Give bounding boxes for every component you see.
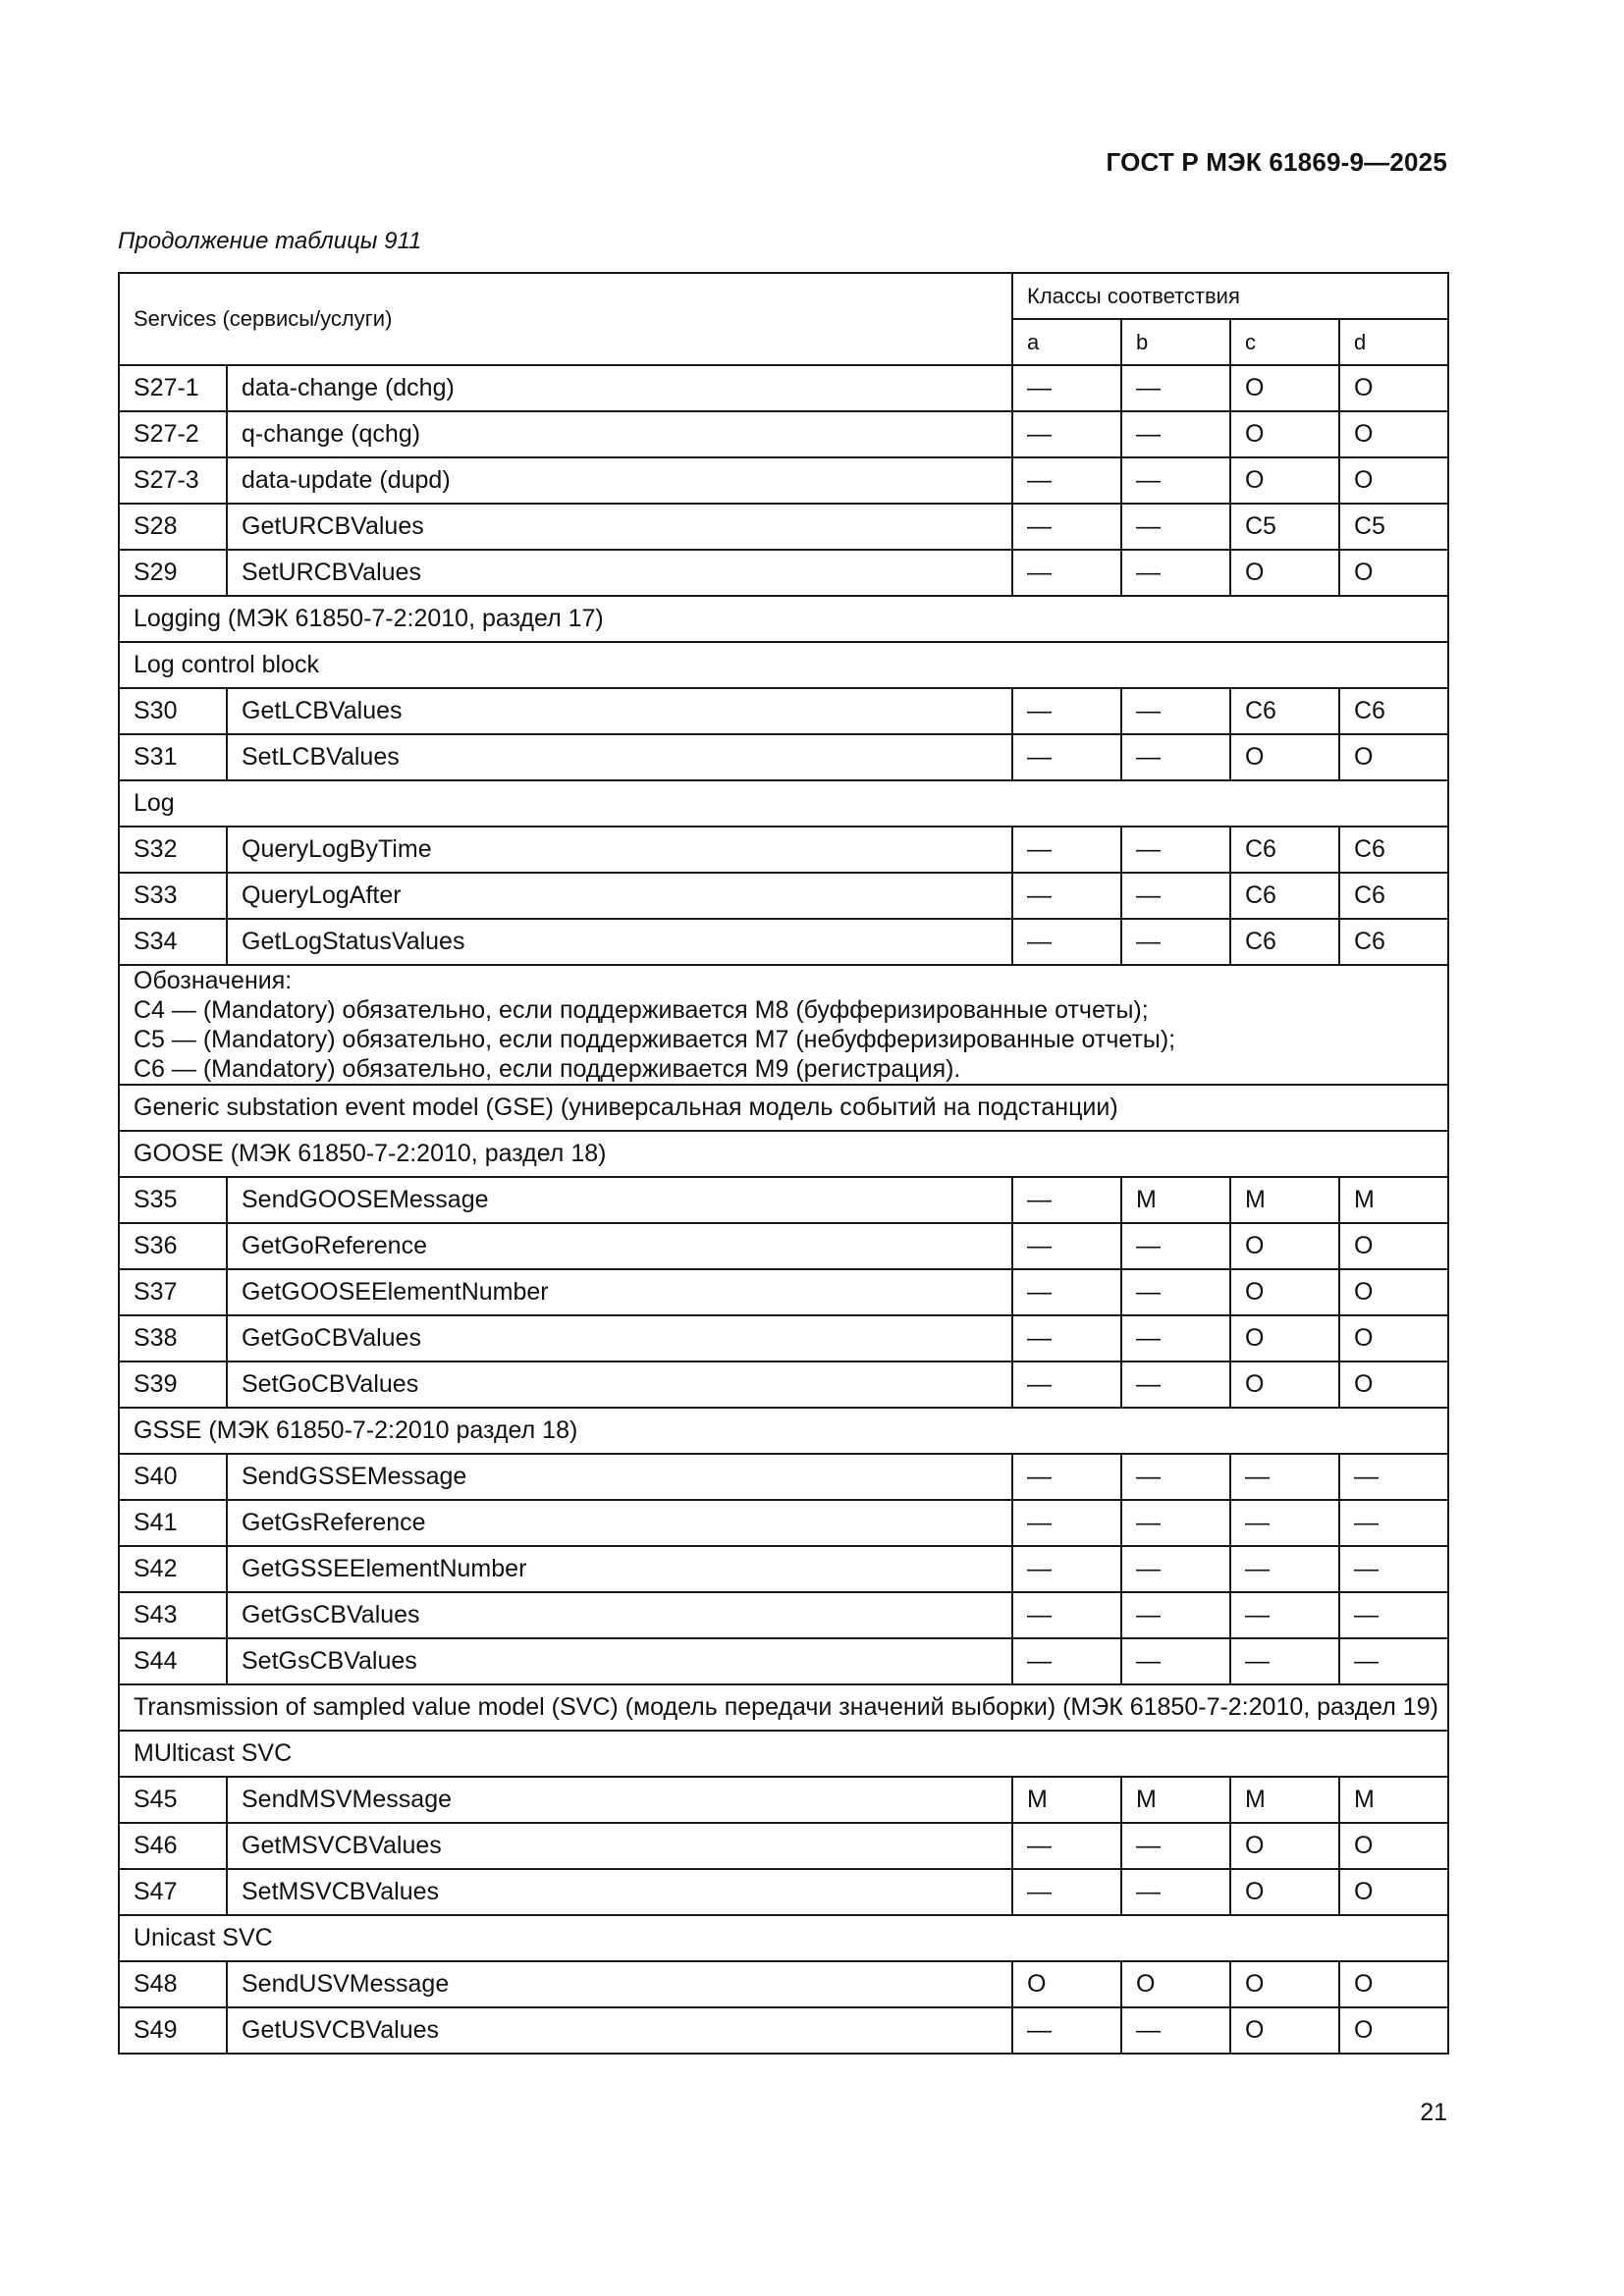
- class-a-cell: —: [1012, 1500, 1121, 1546]
- section-row: [119, 1131, 1448, 1177]
- service-name-cell: GetMSVCBValues: [227, 1823, 1012, 1869]
- class-d-cell: O: [1339, 1869, 1448, 1915]
- section-heading-cell: MUlticast SVC: [119, 1731, 1448, 1777]
- legend-note-row: [119, 965, 1448, 1085]
- class-a-cell: —: [1012, 504, 1121, 550]
- class-d-cell: C6: [1339, 827, 1448, 873]
- class-column-a: a: [1012, 319, 1121, 365]
- service-id-cell: S28: [119, 504, 227, 550]
- service-id-cell: S27-2: [119, 411, 227, 457]
- class-d-cell: O: [1339, 457, 1448, 504]
- class-b-cell: O: [1121, 1961, 1230, 2007]
- service-id-cell: S46: [119, 1823, 227, 1869]
- class-b-cell: —: [1121, 365, 1230, 411]
- legend-note-line: C4 — (Mandatory) обязательно, если поддерживается M8 (буфферизированные отчеты);: [134, 996, 1149, 1024]
- service-name-cell: GetGsReference: [227, 1500, 1012, 1546]
- class-c-cell: O: [1230, 1269, 1339, 1315]
- table-row: [119, 457, 1448, 504]
- class-b-cell: —: [1121, 873, 1230, 919]
- class-d-cell: O: [1339, 550, 1448, 596]
- service-id-cell: S47: [119, 1869, 227, 1915]
- document-standard-header: ГОСТ Р МЭК 61869-9—2025: [1106, 147, 1447, 177]
- class-a-cell: M: [1012, 1777, 1121, 1823]
- service-id-cell: S29: [119, 550, 227, 596]
- class-a-cell: —: [1012, 688, 1121, 734]
- class-c-cell: O: [1230, 734, 1339, 780]
- service-id-cell: S33: [119, 873, 227, 919]
- class-d-cell: —: [1339, 1500, 1448, 1546]
- class-b-cell: —: [1121, 1223, 1230, 1269]
- class-d-cell: C6: [1339, 688, 1448, 734]
- conformance-table: [118, 272, 1449, 2055]
- class-a-cell: —: [1012, 1454, 1121, 1500]
- section-heading-cell: GSSE (МЭК 61850-7-2:2010 раздел 18): [119, 1408, 1448, 1454]
- table-body: [119, 365, 1448, 2054]
- service-name-cell: QueryLogByTime: [227, 827, 1012, 873]
- class-b-cell: —: [1121, 550, 1230, 596]
- service-name-cell: SendMSVMessage: [227, 1777, 1012, 1823]
- class-b-cell: —: [1121, 411, 1230, 457]
- section-row: [119, 1731, 1448, 1777]
- service-name-cell: GetGOOSEElementNumber: [227, 1269, 1012, 1315]
- section-heading-cell: Log: [119, 780, 1448, 827]
- class-b-cell: —: [1121, 734, 1230, 780]
- service-name-cell: GetGoCBValues: [227, 1315, 1012, 1362]
- class-a-cell: —: [1012, 1315, 1121, 1362]
- class-c-cell: O: [1230, 550, 1339, 596]
- section-heading-cell: GOOSE (МЭК 61850-7-2:2010, раздел 18): [119, 1131, 1448, 1177]
- class-c-cell: —: [1230, 1454, 1339, 1500]
- service-id-cell: S35: [119, 1177, 227, 1223]
- service-name-cell: data-change (dchg): [227, 365, 1012, 411]
- section-row: [119, 642, 1448, 688]
- class-b-cell: —: [1121, 2007, 1230, 2054]
- class-c-cell: O: [1230, 1961, 1339, 2007]
- legend-note-line: C6 — (Mandatory) обязательно, если поддерживается M9 (регистрация).: [134, 1055, 961, 1083]
- class-c-cell: O: [1230, 1823, 1339, 1869]
- service-id-cell: S48: [119, 1961, 227, 2007]
- table-row: [119, 1546, 1448, 1592]
- service-name-cell: GetGsCBValues: [227, 1592, 1012, 1638]
- table-row: [119, 504, 1448, 550]
- service-name-cell: SendUSVMessage: [227, 1961, 1012, 2007]
- class-c-cell: C6: [1230, 827, 1339, 873]
- class-a-cell: —: [1012, 873, 1121, 919]
- class-a-cell: —: [1012, 1592, 1121, 1638]
- class-a-cell: —: [1012, 734, 1121, 780]
- class-c-cell: M: [1230, 1177, 1339, 1223]
- table-row: [119, 1500, 1448, 1546]
- service-id-cell: S42: [119, 1546, 227, 1592]
- table-row: [119, 1223, 1448, 1269]
- service-id-cell: S44: [119, 1638, 227, 1684]
- class-c-cell: O: [1230, 365, 1339, 411]
- table-row: [119, 688, 1448, 734]
- class-a-cell: —: [1012, 1546, 1121, 1592]
- section-heading-cell: Log control block: [119, 642, 1448, 688]
- table-row: [119, 1823, 1448, 1869]
- service-name-cell: SetLCBValues: [227, 734, 1012, 780]
- class-c-cell: O: [1230, 457, 1339, 504]
- class-c-cell: O: [1230, 1315, 1339, 1362]
- service-id-cell: S30: [119, 688, 227, 734]
- class-b-cell: —: [1121, 1823, 1230, 1869]
- class-a-cell: —: [1012, 1869, 1121, 1915]
- table-row: [119, 1961, 1448, 2007]
- class-b-cell: —: [1121, 1592, 1230, 1638]
- table-row: [119, 873, 1448, 919]
- service-name-cell: SendGSSEMessage: [227, 1454, 1012, 1500]
- class-b-cell: —: [1121, 688, 1230, 734]
- service-name-cell: SetGoCBValues: [227, 1362, 1012, 1408]
- service-name-cell: q-change (qchg): [227, 411, 1012, 457]
- class-d-cell: O: [1339, 1362, 1448, 1408]
- service-name-cell: GetUSVCBValues: [227, 2007, 1012, 2054]
- class-b-cell: M: [1121, 1177, 1230, 1223]
- class-d-cell: O: [1339, 2007, 1448, 2054]
- service-id-cell: S34: [119, 919, 227, 965]
- class-d-cell: O: [1339, 1269, 1448, 1315]
- section-row: [119, 780, 1448, 827]
- table-row: [119, 919, 1448, 965]
- service-id-cell: S31: [119, 734, 227, 780]
- table-row: [119, 1592, 1448, 1638]
- class-c-cell: —: [1230, 1546, 1339, 1592]
- class-a-cell: —: [1012, 2007, 1121, 2054]
- class-c-cell: O: [1230, 1362, 1339, 1408]
- class-a-cell: —: [1012, 919, 1121, 965]
- section-row: [119, 596, 1448, 642]
- class-c-cell: C6: [1230, 919, 1339, 965]
- service-name-cell: SendGOOSEMessage: [227, 1177, 1012, 1223]
- class-b-cell: —: [1121, 1869, 1230, 1915]
- legend-note-cell: [119, 965, 1448, 1085]
- table-row: [119, 827, 1448, 873]
- legend-note-line: Обозначения:: [134, 967, 293, 994]
- class-d-cell: O: [1339, 734, 1448, 780]
- class-a-cell: O: [1012, 1961, 1121, 2007]
- class-c-cell: —: [1230, 1592, 1339, 1638]
- service-name-cell: QueryLogAfter: [227, 873, 1012, 919]
- class-b-cell: —: [1121, 1454, 1230, 1500]
- legend-note-line: C5 — (Mandatory) обязательно, если поддерживается M7 (небуфферизированные отчеты);: [134, 1026, 1176, 1053]
- class-d-cell: —: [1339, 1546, 1448, 1592]
- table-row: [119, 1777, 1448, 1823]
- service-id-cell: S27-3: [119, 457, 227, 504]
- class-d-cell: O: [1339, 411, 1448, 457]
- class-a-cell: —: [1012, 411, 1121, 457]
- class-a-cell: —: [1012, 365, 1121, 411]
- class-c-cell: O: [1230, 2007, 1339, 2054]
- service-id-cell: S49: [119, 2007, 227, 2054]
- service-id-cell: S43: [119, 1592, 227, 1638]
- class-d-cell: C6: [1339, 919, 1448, 965]
- table-row: [119, 1638, 1448, 1684]
- class-b-cell: —: [1121, 1500, 1230, 1546]
- class-c-cell: O: [1230, 1869, 1339, 1915]
- table-row: [119, 2007, 1448, 2054]
- service-id-cell: S32: [119, 827, 227, 873]
- class-b-cell: —: [1121, 1638, 1230, 1684]
- table-row: [119, 1269, 1448, 1315]
- table-row: [119, 1315, 1448, 1362]
- class-b-cell: M: [1121, 1777, 1230, 1823]
- section-row: [119, 1684, 1448, 1731]
- class-c-cell: C5: [1230, 504, 1339, 550]
- class-d-cell: O: [1339, 1961, 1448, 2007]
- class-b-cell: —: [1121, 1362, 1230, 1408]
- class-c-cell: C6: [1230, 688, 1339, 734]
- class-d-cell: C5: [1339, 504, 1448, 550]
- class-a-cell: —: [1012, 1638, 1121, 1684]
- class-a-cell: —: [1012, 827, 1121, 873]
- class-d-cell: O: [1339, 1823, 1448, 1869]
- class-c-cell: O: [1230, 1223, 1339, 1269]
- class-d-cell: —: [1339, 1454, 1448, 1500]
- table-row: [119, 550, 1448, 596]
- class-a-cell: —: [1012, 1269, 1121, 1315]
- service-id-cell: S40: [119, 1454, 227, 1500]
- service-id-cell: S36: [119, 1223, 227, 1269]
- service-id-cell: S39: [119, 1362, 227, 1408]
- class-b-cell: —: [1121, 1546, 1230, 1592]
- class-d-cell: O: [1339, 365, 1448, 411]
- service-id-cell: S38: [119, 1315, 227, 1362]
- class-column-b: b: [1121, 319, 1230, 365]
- class-d-cell: C6: [1339, 873, 1448, 919]
- table-row: [119, 365, 1448, 411]
- service-name-cell: GetURCBValues: [227, 504, 1012, 550]
- class-b-cell: —: [1121, 827, 1230, 873]
- table-row: [119, 734, 1448, 780]
- class-a-cell: —: [1012, 1823, 1121, 1869]
- table-continuation-caption: Продолжение таблицы 911: [118, 228, 422, 254]
- class-b-cell: —: [1121, 1269, 1230, 1315]
- class-c-cell: O: [1230, 411, 1339, 457]
- section-heading-cell: Generic substation event model (GSE) (универсальная модель событий на подстанции): [119, 1085, 1448, 1131]
- table-row: [119, 411, 1448, 457]
- section-heading-cell: Transmission of sampled value model (SVC) (модель передачи значений выборки) (МЭК 61850-7-2:2010, раздел 19): [119, 1684, 1448, 1731]
- table-row: [119, 1177, 1448, 1223]
- class-d-cell: O: [1339, 1315, 1448, 1362]
- class-a-cell: —: [1012, 1223, 1121, 1269]
- section-row: [119, 1915, 1448, 1961]
- service-name-cell: GetGSSEElementNumber: [227, 1546, 1012, 1592]
- class-d-cell: O: [1339, 1223, 1448, 1269]
- class-a-cell: —: [1012, 457, 1121, 504]
- service-name-cell: SetGsCBValues: [227, 1638, 1012, 1684]
- class-a-cell: —: [1012, 1177, 1121, 1223]
- service-id-cell: S41: [119, 1500, 227, 1546]
- table-row: [119, 1454, 1448, 1500]
- class-c-cell: —: [1230, 1500, 1339, 1546]
- service-name-cell: SetMSVCBValues: [227, 1869, 1012, 1915]
- service-name-cell: SetURCBValues: [227, 550, 1012, 596]
- section-heading-cell: Logging (МЭК 61850-7-2:2010, раздел 17): [119, 596, 1448, 642]
- class-b-cell: —: [1121, 1315, 1230, 1362]
- service-name-cell: GetGoReference: [227, 1223, 1012, 1269]
- service-name-cell: data-update (dupd): [227, 457, 1012, 504]
- class-c-cell: C6: [1230, 873, 1339, 919]
- class-c-cell: —: [1230, 1638, 1339, 1684]
- table-row: [119, 1362, 1448, 1408]
- service-id-cell: S45: [119, 1777, 227, 1823]
- class-b-cell: —: [1121, 504, 1230, 550]
- class-column-c: c: [1230, 319, 1339, 365]
- services-column-header: Services (сервисы/услуги): [119, 273, 1012, 365]
- table-header: [119, 273, 1448, 365]
- service-name-cell: GetLogStatusValues: [227, 919, 1012, 965]
- class-d-cell: M: [1339, 1177, 1448, 1223]
- class-a-cell: —: [1012, 1362, 1121, 1408]
- service-id-cell: S27-1: [119, 365, 227, 411]
- class-c-cell: M: [1230, 1777, 1339, 1823]
- section-row: [119, 1085, 1448, 1131]
- class-b-cell: —: [1121, 919, 1230, 965]
- service-name-cell: GetLCBValues: [227, 688, 1012, 734]
- class-column-d: d: [1339, 319, 1448, 365]
- table-row: [119, 1869, 1448, 1915]
- class-a-cell: —: [1012, 550, 1121, 596]
- section-row: [119, 1408, 1448, 1454]
- class-b-cell: —: [1121, 457, 1230, 504]
- service-id-cell: S37: [119, 1269, 227, 1315]
- page-number: 21: [1420, 2099, 1447, 2126]
- class-d-cell: —: [1339, 1592, 1448, 1638]
- section-heading-cell: Unicast SVC: [119, 1915, 1448, 1961]
- conformance-classes-header: Классы соответствия: [1012, 273, 1448, 319]
- class-d-cell: M: [1339, 1777, 1448, 1823]
- class-d-cell: —: [1339, 1638, 1448, 1684]
